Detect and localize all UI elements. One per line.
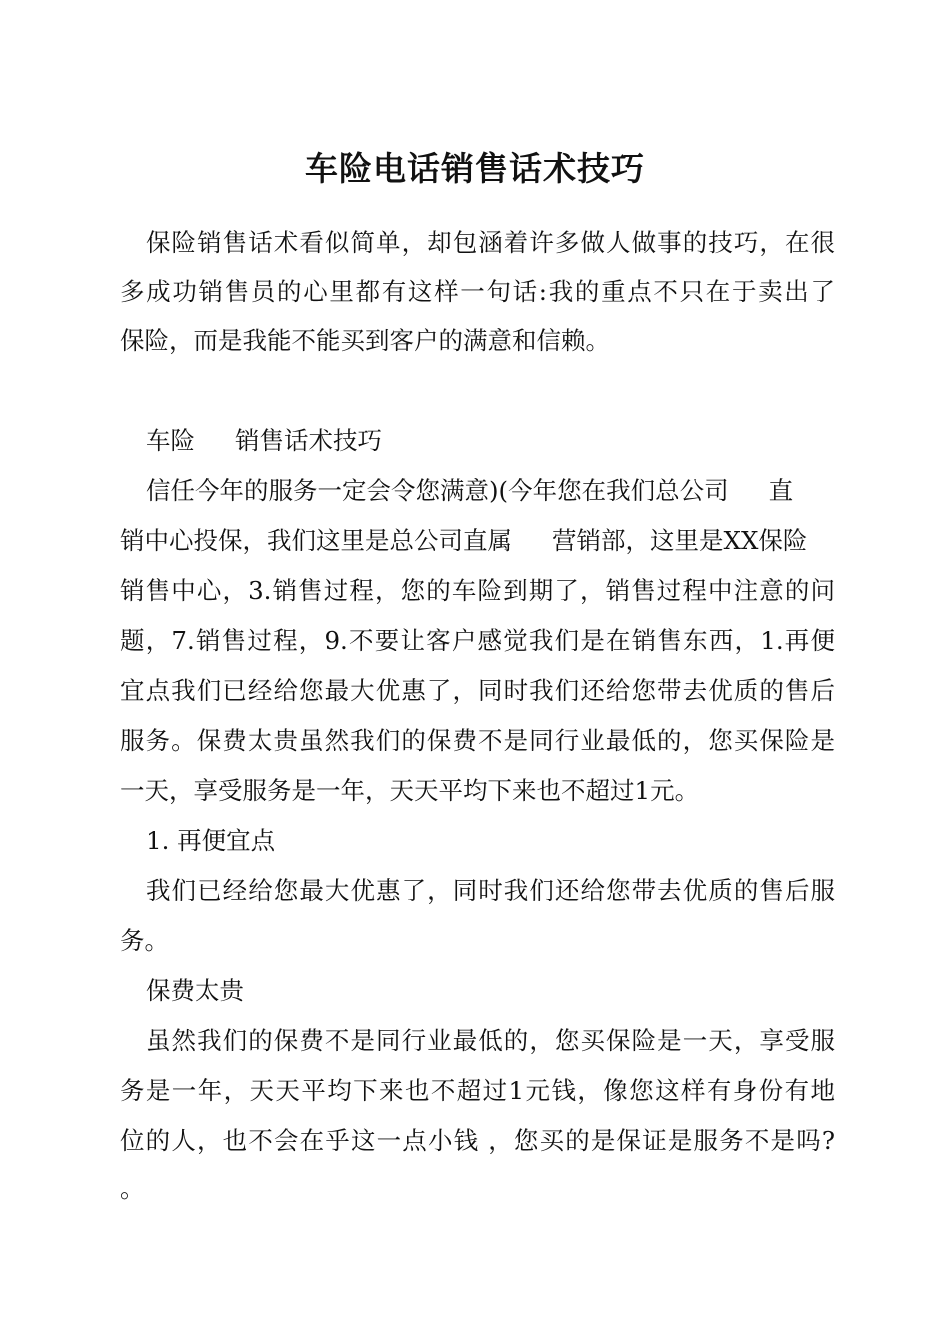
body1-line-6: 服务。保费太贵虽然我们的保费不是同行业最低的，您买保险是 (120, 726, 835, 755)
page-title: 车险电话销售话术技巧 (305, 149, 645, 188)
section-heading-part2: 销售话术技巧 (235, 426, 382, 455)
item2-line-1: 虽然我们的保费不是同行业最低的，您买保险是一天，享受服 (146, 1026, 835, 1055)
intro-line-3: 保险，而是我能不能买到客户的满意和信赖。 (120, 326, 610, 355)
intro-line-2: 多成功销售员的心里都有这样一句话:我的重点不只在于卖出了 (120, 277, 835, 306)
section-heading-part1: 车险 (146, 426, 195, 455)
item1-heading: 1. 再便宜点 (146, 826, 276, 855)
intro-line-1: 保险销售话术看似简单，却包涵着许多做人做事的技巧，在很 (146, 228, 835, 257)
body1-line-4: 题，7.销售过程，9.不要让客户感觉我们是在销售东西，1.再便 (120, 626, 835, 655)
body1-line-2 (120, 524, 835, 558)
item2-line-4: 。 (120, 1174, 145, 1203)
body1-line-1-b: 直 (768, 476, 794, 505)
body1-line-1 (146, 474, 835, 508)
item2-line-2: 务是一年，天天平均下来也不超过1元钱，像您这样有身份有地 (120, 1076, 835, 1105)
item1-line-2: 务。 (120, 926, 169, 955)
body1-line-2-a: 销中心投保，我们这里是总公司直属 (120, 526, 512, 555)
body1-line-3: 销售中心，3.销售过程，您的车险到期了，销售过程中注意的问 (120, 576, 835, 605)
section-heading (146, 424, 835, 458)
item1-line-1: 我们已经给您最大优惠了，同时我们还给您带去优质的售后服 (146, 876, 835, 905)
body1-line-2-b: 营销部，这里是XX保险 (552, 526, 808, 555)
item2-line-3: 位的人，也不会在乎这一点小钱 ，您买的是保证是服务不是吗? (120, 1126, 835, 1155)
item2-heading: 保费太贵 (146, 976, 244, 1005)
body1-line-7: 一天，享受服务是一年，天天平均下来也不超过1元。 (120, 776, 700, 805)
body1-line-1-a: 信任今年的服务一定会令您满意)(今年您在我们总公司 (146, 476, 729, 505)
body1-line-5: 宜点我们已经给您最大优惠了，同时我们还给您带去优质的售后 (120, 676, 835, 705)
